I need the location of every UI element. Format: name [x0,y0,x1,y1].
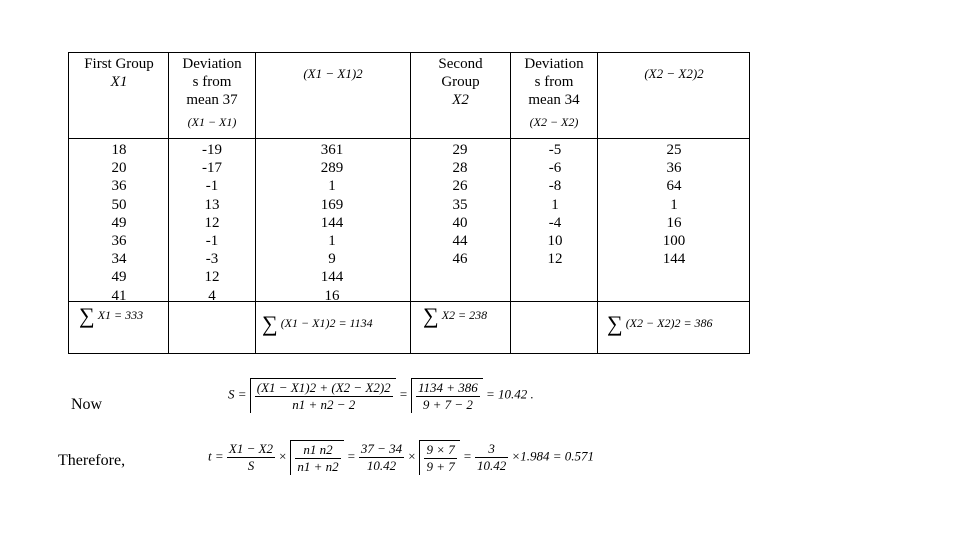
sqrt-symbol-1 [250,378,396,413]
sum-squared-deviation-2: ∑ (X2 − X2)2 = 386 [607,311,713,336]
sum-x1: ∑ X1 = 333 [79,303,144,328]
sqrt-denominator: n1 + n2 [297,459,339,474]
sd-result: = 10.42 . [486,386,534,402]
therefore-label: Therefore, [58,452,126,469]
sigma-icon: ∑ [262,311,278,336]
header-deviation-2: Deviation s from mean 34 (X2 − X2) [524,56,584,129]
t-denominator: S [247,458,255,473]
sqrt-symbol-4 [419,440,459,475]
sqrt-symbol-3 [290,440,343,475]
column-x1: 18 20 36 50 49 36 34 49 41 [111,142,127,304]
sum-row-divider [69,301,749,302]
sd-value: 10.42 [366,458,397,473]
sd-numerator: (X1 − X1)2 + (X2 − X2)2 [256,380,391,395]
pooled-sd-formula [228,378,534,413]
sd-numerator-values: 1134 + 386 [417,380,478,395]
column-deviation-2: -5 -6 -8 1 -4 10 12 [547,142,563,268]
t-statistic-formula [208,440,594,475]
equals-sign: = [346,448,356,464]
header-second-group: Second Group X2 [438,56,483,108]
sqrt-denominator-values: 9 + 7 [426,459,455,474]
sd-value-2: 10.42 [477,458,507,473]
column-deviation-1: -19 -17 -1 13 12 -1 -3 12 4 [202,142,222,304]
times-sign: × [407,448,417,464]
column-divider [597,53,598,353]
sd-denominator-values: 9 + 7 − 2 [422,397,473,412]
header-squared-deviation-2: (X2 − X2)2 [644,66,704,81]
data-table [68,52,750,354]
s-lhs: S = [228,386,247,402]
sum-x2: ∑ X2 = 238 [423,303,488,328]
column-squared-deviation-2: 25 36 64 1 16 100 144 [662,142,686,268]
sigma-icon: ∑ [79,303,95,328]
column-x2: 29 28 26 35 40 44 46 [452,142,468,268]
sqrt-numerator: n1 n2 [295,442,340,459]
sigma-icon: ∑ [607,311,623,336]
equals-sign: = [398,386,408,402]
sd-denominator: n1 + n2 − 2 [292,397,356,412]
t-lhs: t = [208,448,224,464]
times-sign: × [278,448,288,464]
sqrt-symbol-2 [411,378,483,413]
column-squared-deviation-1: 361 289 1 169 144 1 9 144 16 [320,142,344,304]
equals-sign: = [462,448,472,464]
t-result: ×1.984 = 0.571 [511,448,595,464]
sigma-icon: ∑ [423,303,439,328]
header-squared-deviation-1: (X1 − X1)2 [303,66,363,81]
sum-squared-deviation-1: ∑ (X1 − X1)2 = 1134 [262,311,373,336]
difference-value: 3 [475,441,508,458]
sqrt-numerator-values: 9 × 7 [426,442,455,457]
mean-difference: 37 − 34 [360,441,403,456]
header-deviation-1: Deviation s from mean 37 (X1 − X1) [182,56,242,129]
column-divider [255,53,256,353]
header-divider [69,138,749,139]
now-label: Now [71,396,103,413]
header-first-group: First Group X1 [84,56,154,90]
t-numerator: X1 − X2 [228,441,274,456]
